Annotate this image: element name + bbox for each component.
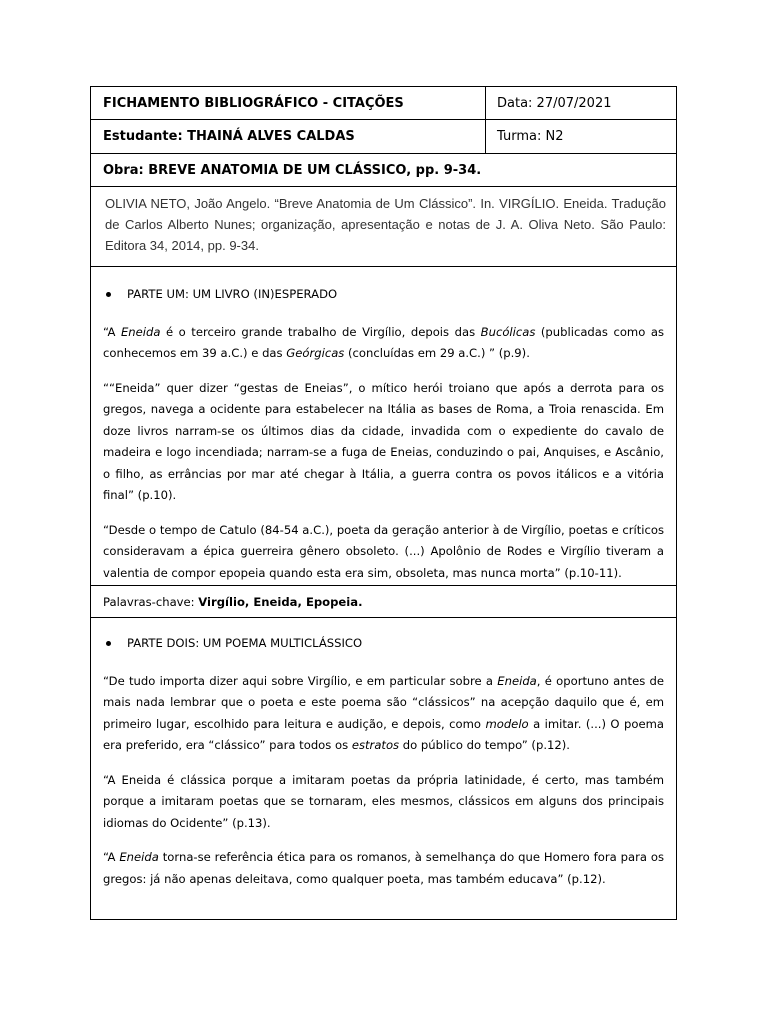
part-one-heading: PARTE UM: UM LIVRO (IN)ESPERADO	[103, 284, 664, 306]
work-field: Obra: BREVE ANATOMIA DE UM CLÁSSICO, pp. 9-34.	[103, 162, 482, 178]
student-field: Estudante: THAINÁ ALVES CALDAS	[103, 129, 355, 144]
quote-paragraph: “A Eneida torna-se referência ética para os romanos, à semelhança do que Homero fora para os gregos: já não apenas deleitava, como qualquer poeta, mas também educava” (p.12).	[103, 850, 664, 886]
bullet-icon	[106, 641, 111, 646]
quote-paragraph: “A Eneida é o terceiro grande trabalho de Virgílio, depois das Bucólicas (publicadas como as conhecemos em 39 a.C.) e das Geórgicas (concluídas em 29 a.C.) ” (p.9).	[103, 324, 664, 360]
quote-paragraph: “A Eneida é clássica porque a imitaram poetas da própria latinidade, é certo, mas também porque a imitaram poetas que se tornaram, eles mesmos, clássicos em alguns dos principais idiomas do Ocidente” (p.13).	[103, 772, 664, 830]
quote-paragraph: ““Eneida” quer dizer “gestas de Eneias”, o mítico herói troiano que após a derrota para os gregos, navega a ocidente para estabelecer na Itália as bases de Roma, a Troia renascida. Em doze livros narram-se os últimos dias da cidade, invadida com o expediente do cavalo de madeira e logo incendiada; narram-se a fuga de Eneias, conduzindo o pai, Anquises, e Ascânio, o filho, as errâncias por mar até chegar à Itália, a guerra contra os povos itálicos e a vitória final” (p.10).	[103, 380, 664, 502]
bullet-icon	[106, 292, 111, 297]
date-field: Data: 27/07/2021	[497, 95, 612, 111]
quote-paragraph: “De tudo importa dizer aqui sobre Virgílio, e em particular sobre a Eneida, é oportuno antes de mais nada lembrar que o poeta e este poema são “clássicos” na acepção daquilo que é, em primeiro lugar, escolhido para leitura e audição, e depois, como modelo a imitar. (...) O poema era preferido, era “clássico” para todos os estratos do público do tempo” (p.12).	[103, 673, 665, 752]
part-two-section	[91, 618, 676, 919]
keywords-row	[91, 586, 676, 618]
sheet-title: FICHAMENTO BIBLIOGRÁFICO - CITAÇÕES	[103, 95, 404, 111]
part-one-section	[91, 267, 676, 586]
bibliographic-reference: OLIVIA NETO, João Angelo. “Breve Anatomia de Um Clássico”. In. VIRGÍLIO. Eneida. Tradução de Carlos Alberto Nunes; organização, apresentação e notas de J. A. Oliva Neto. São Paulo: Editora 34, 2014, pp. 9-34.	[105, 196, 666, 253]
header-row-student	[91, 120, 676, 154]
quote-paragraph: “Desde o tempo de Catulo (84-54 a.C.), poeta da geração anterior à de Virgílio, poetas e críticos consideravam a épica guerreira gênero obsoleto. (...) Apolônio de Rodes e Virgílio tiveram a valentia de compor epopeia quando esta era sim, obsoleta, mas nunca morta” (p.10-11).	[103, 522, 664, 580]
part-two-heading: PARTE DOIS: UM POEMA MULTICLÁSSICO	[103, 633, 664, 655]
reference-row	[91, 187, 676, 267]
keywords: Palavras-chave: Virgílio, Eneida, Epopeia.	[103, 594, 363, 609]
class-field: Turma: N2	[497, 129, 564, 144]
header-row-title	[91, 87, 676, 120]
citation-sheet	[90, 86, 677, 920]
header-row-work	[91, 154, 676, 187]
